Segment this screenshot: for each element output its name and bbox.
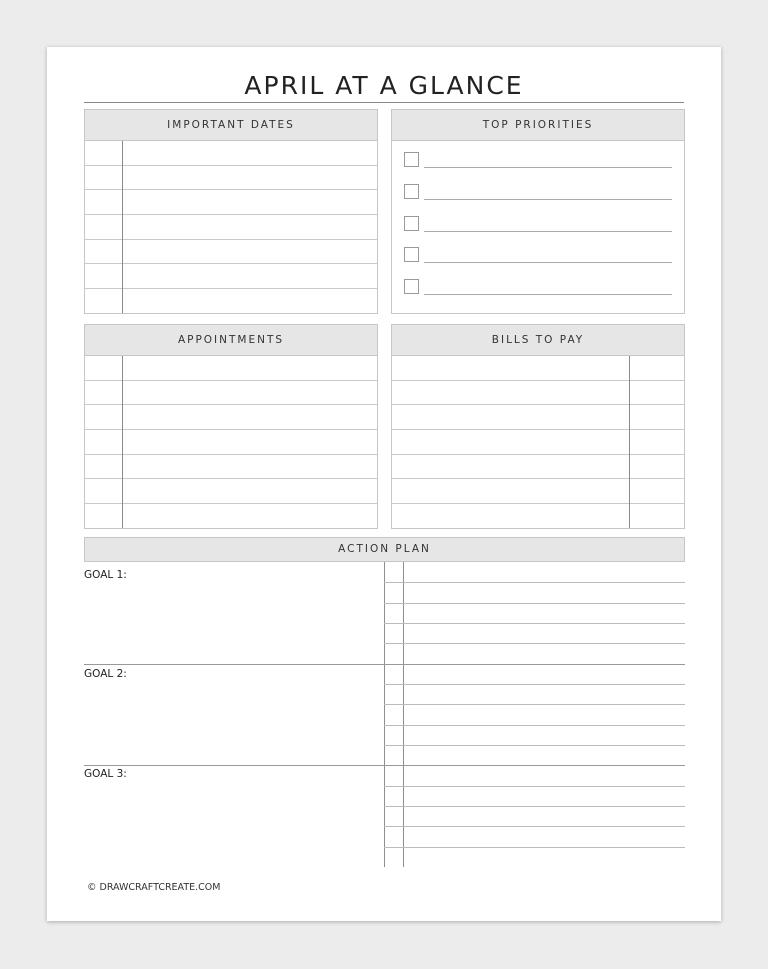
important-date-row[interactable] (85, 190, 377, 215)
priority-checkbox[interactable] (404, 279, 419, 294)
appointments-header: APPOINTMENTS (85, 325, 377, 356)
appointments-rows (85, 356, 377, 529)
important-date-row[interactable] (85, 166, 377, 191)
bills-to-pay-rows (392, 356, 684, 529)
priority-checkbox[interactable] (404, 184, 419, 199)
title-underline (84, 102, 684, 103)
goal-1-label: GOAL 1: (84, 569, 127, 581)
priority-checkbox[interactable] (404, 247, 419, 262)
bill-row[interactable] (392, 504, 684, 529)
bill-row[interactable] (392, 405, 684, 430)
bills-to-pay-box (391, 324, 685, 529)
appointment-row[interactable] (85, 504, 377, 529)
action-step-line[interactable] (384, 643, 685, 644)
action-step-line[interactable] (384, 623, 685, 624)
appointments-box (84, 324, 378, 529)
action-step-line[interactable] (384, 582, 685, 583)
bills-to-pay-header: BILLS TO PAY (392, 325, 684, 356)
action-step-line[interactable] (384, 806, 685, 807)
priority-checkbox[interactable] (404, 216, 419, 231)
important-dates-header: IMPORTANT DATES (85, 110, 377, 141)
important-date-row[interactable] (85, 264, 377, 289)
important-dates-box (84, 109, 378, 314)
important-date-row[interactable] (85, 215, 377, 240)
goal-3-label: GOAL 3: (84, 768, 127, 780)
appointments-time-column-divider (122, 356, 123, 529)
priority-item (404, 216, 672, 232)
bill-row[interactable] (392, 430, 684, 455)
priority-write-line[interactable] (424, 294, 672, 295)
appointment-row[interactable] (85, 405, 377, 430)
action-step-line[interactable] (384, 664, 685, 665)
action-plan-header: ACTION PLAN (84, 537, 685, 562)
priority-checkbox[interactable] (404, 152, 419, 167)
priority-item (404, 247, 672, 263)
priority-write-line[interactable] (424, 262, 672, 263)
priority-item (404, 279, 672, 295)
priority-write-line[interactable] (424, 231, 672, 232)
action-step-line[interactable] (384, 826, 685, 827)
top-priorities-box (391, 109, 685, 314)
important-date-row[interactable] (85, 289, 377, 314)
important-dates-date-column-divider (122, 141, 123, 314)
important-date-row[interactable] (85, 141, 377, 166)
bill-row[interactable] (392, 356, 684, 381)
priority-item (404, 152, 672, 168)
priority-write-line[interactable] (424, 199, 672, 200)
goal-1-separator (84, 664, 384, 665)
appointment-row[interactable] (85, 381, 377, 406)
priority-item (404, 184, 672, 200)
top-priorities-header: TOP PRIORITIES (392, 110, 684, 141)
appointment-row[interactable] (85, 356, 377, 381)
action-step-line[interactable] (384, 786, 685, 787)
page-title: APRIL AT A GLANCE (244, 71, 524, 100)
action-step-line[interactable] (384, 765, 685, 766)
action-step-line[interactable] (384, 684, 685, 685)
goal-2-label: GOAL 2: (84, 668, 127, 680)
appointment-row[interactable] (85, 479, 377, 504)
appointment-row[interactable] (85, 430, 377, 455)
action-plan-left-border (384, 562, 385, 867)
bill-row[interactable] (392, 479, 684, 504)
planner-page (47, 47, 721, 921)
important-dates-rows (85, 141, 377, 314)
action-plan-lines (384, 562, 685, 867)
bills-amount-column-divider (629, 356, 630, 529)
action-step-line[interactable] (384, 745, 685, 746)
action-step-line[interactable] (384, 603, 685, 604)
action-step-line[interactable] (384, 704, 685, 705)
bill-row[interactable] (392, 455, 684, 480)
appointment-row[interactable] (85, 455, 377, 480)
action-step-line[interactable] (384, 725, 685, 726)
priority-write-line[interactable] (424, 167, 672, 168)
action-plan-check-column-divider (403, 562, 404, 867)
important-date-row[interactable] (85, 240, 377, 265)
footer-credit: © DRAWCRAFTCREATE.COM (87, 882, 221, 893)
action-step-line[interactable] (384, 847, 685, 848)
goal-2-separator (84, 765, 384, 766)
bill-row[interactable] (392, 381, 684, 406)
